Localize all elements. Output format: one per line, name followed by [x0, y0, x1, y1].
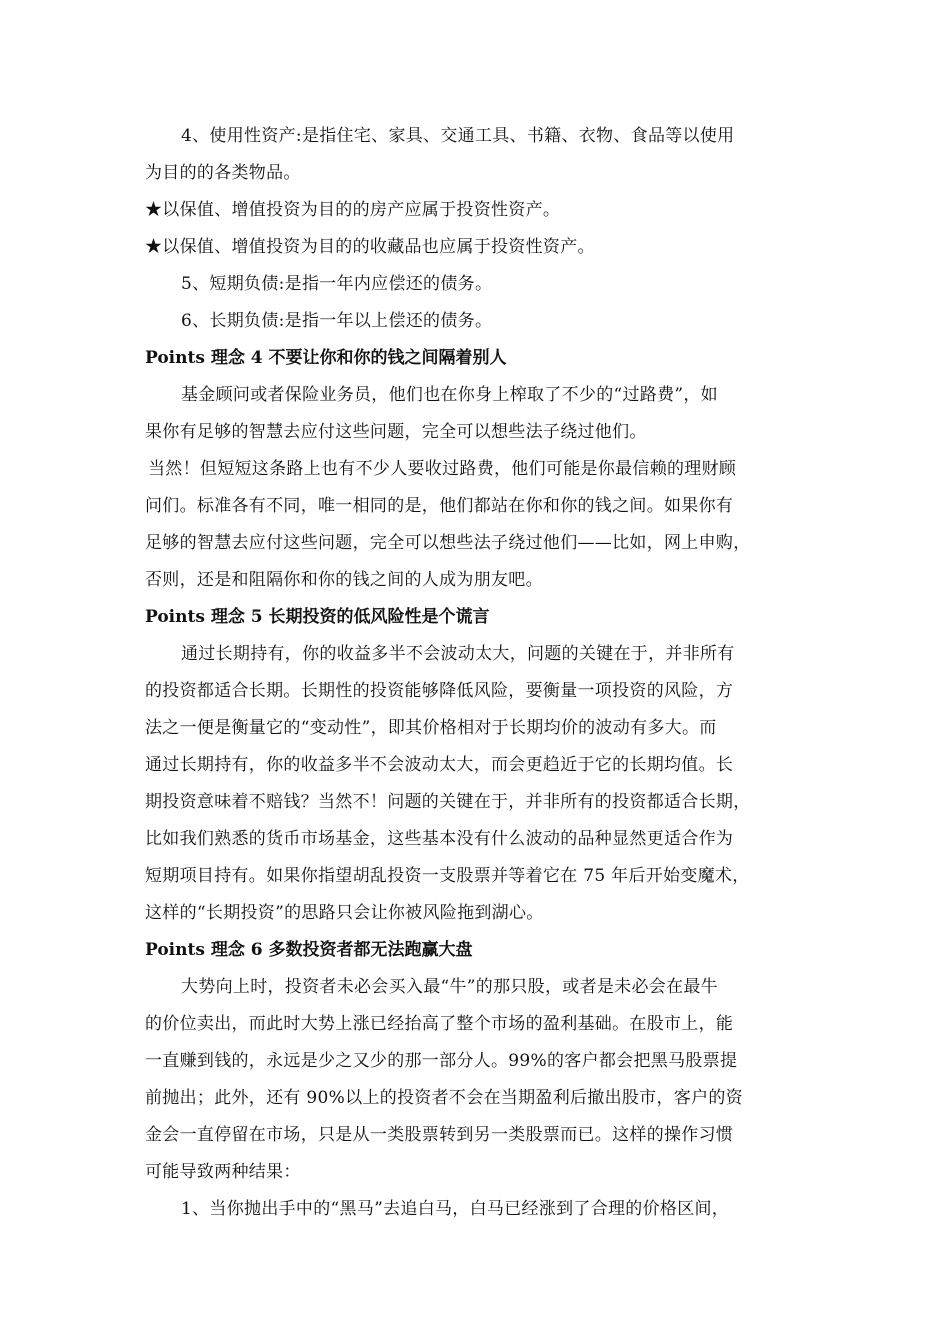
paragraph-line: 大势向上时，投资者未必会买入最“牛”的那只股，或者是未必会在最牛	[181, 977, 718, 997]
paragraph-line: 这样的“长期投资”的思路只会让你被风险拖到湖心。	[145, 903, 544, 923]
paragraph-line: 5、短期负债:是指一年内应偿还的债务。	[181, 274, 493, 294]
paragraph-line: 足够的智慧去应付这些问题，完全可以想些法子绕过他们——比如，网上申购，	[145, 533, 751, 553]
paragraph-line: 期投资意味着不赔钱？当然不！问题的关键在于，并非所有的投资都适合长期，	[145, 792, 751, 812]
paragraph-line: 当然！但短短这条路上也有不少人要收过路费，他们可能是你最信赖的理财顾	[148, 459, 737, 479]
paragraph-line: 为目的的各类物品。	[145, 163, 301, 183]
paragraph-line: 否则，还是和阻隔你和你的钱之间的人成为朋友吧。	[145, 570, 543, 590]
paragraph-line: 可能导致两种结果：	[145, 1162, 301, 1182]
paragraph-line: 一直赚到钱的，永远是少之又少的那一部分人。99%的客户都会把黑马股票提	[145, 1051, 738, 1071]
paragraph-line: 4、使用性资产:是指住宅、家具、交通工具、书籍、衣物、食品等以使用	[181, 126, 735, 146]
paragraph-line: 的投资都适合长期。长期性的投资能够降低风险，要衡量一项投资的风险，方	[145, 681, 734, 701]
paragraph-line: 通过长期持有，你的收益多半不会波动太大，而会更趋近于它的长期均值。长	[145, 755, 734, 775]
document-body	[145, 118, 810, 1228]
paragraph-line: 6、长期负债:是指一年以上偿还的债务。	[181, 311, 493, 331]
paragraph-line: 通过长期持有，你的收益多半不会波动太大，问题的关键在于，并非所有	[181, 644, 735, 664]
paragraph-line: 基金顾问或者保险业务员，他们也在你身上榨取了不少的“过路费”，如	[181, 385, 718, 405]
star-note-line: ★以保值、增值投资为目的的收藏品也应属于投资性资产。	[145, 237, 595, 257]
paragraph-line: 短期项目持有。如果你指望胡乱投资一支股票并等着它在 75 年后开始变魔术，	[145, 866, 750, 886]
section-heading: Points 理念 4 不要让你和你的钱之间隔着别人	[145, 348, 507, 368]
paragraph-line: 法之一便是衡量它的“变动性”，即其价格相对于长期均价的波动有多大。而	[145, 718, 717, 738]
star-note-line: ★以保值、增值投资为目的的房产应属于投资性资产。	[145, 200, 561, 220]
paragraph-line: 的价位卖出，而此时大势上涨已经抬高了整个市场的盈利基础。在股市上，能	[145, 1014, 734, 1034]
paragraph-line: 问们。标准各有不同，唯一相同的是，他们都站在你和你的钱之间。如果你有	[145, 496, 734, 516]
paragraph-line: 前抛出；此外，还有 90%以上的投资者不会在当期盈利后撤出股市，客户的资	[145, 1088, 743, 1108]
section-heading: Points 理念 6 多数投资者都无法跑赢大盘	[145, 940, 473, 960]
paragraph-line: 比如我们熟悉的货币市场基金，这些基本没有什么波动的品种显然更适合作为	[145, 829, 734, 849]
paragraph-line: 1、当你抛出手中的“黑马”去追白马，白马已经涨到了合理的价格区间，	[181, 1199, 730, 1219]
paragraph-line: 金会一直停留在市场，只是从一类股票转到另一类股票而已。这样的操作习惯	[145, 1125, 734, 1145]
section-heading: Points 理念 5 长期投资的低风险性是个谎言	[145, 607, 490, 627]
paragraph-line: 果你有足够的智慧去应付这些问题，完全可以想些法子绕过他们。	[145, 422, 647, 442]
